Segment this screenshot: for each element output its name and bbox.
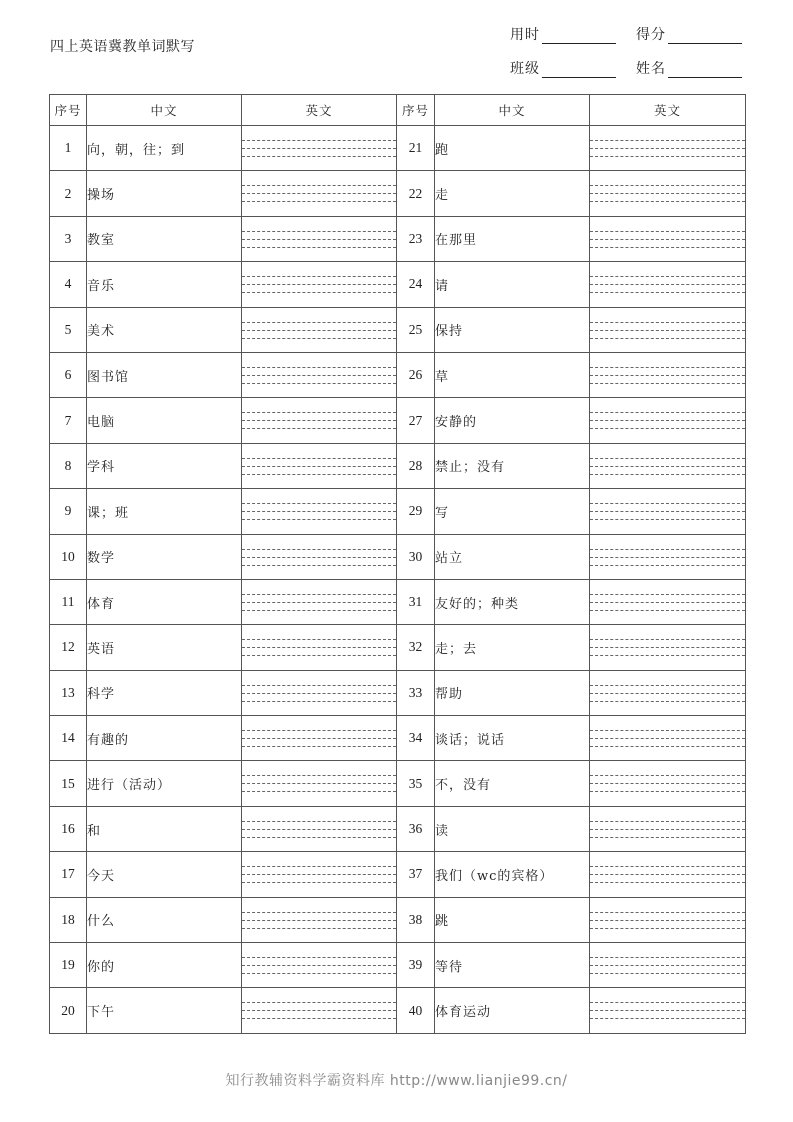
table-row — [50, 171, 746, 216]
row-number-left: 17 — [50, 852, 87, 897]
chinese-word-right: 不，没有 — [435, 761, 590, 806]
chinese-word-right: 写 — [435, 489, 590, 534]
chinese-word-left: 今天 — [87, 852, 242, 897]
english-answer-right[interactable] — [590, 897, 746, 942]
chinese-word-right: 我们（wc的宾格） — [435, 852, 590, 897]
row-number-left: 2 — [50, 171, 87, 216]
english-answer-right[interactable] — [590, 579, 746, 624]
chinese-word-left: 音乐 — [87, 262, 242, 307]
chinese-word-left: 科学 — [87, 670, 242, 715]
english-answer-left[interactable] — [242, 171, 397, 216]
row-number-left: 1 — [50, 126, 87, 171]
english-answer-right[interactable] — [590, 126, 746, 171]
chinese-word-left: 英语 — [87, 625, 242, 670]
table-row — [50, 489, 746, 534]
chinese-word-left: 学科 — [87, 443, 242, 488]
row-number-right: 31 — [397, 579, 435, 624]
header-chinese-left: 中文 — [87, 95, 242, 126]
row-number-right: 36 — [397, 806, 435, 851]
time-blank[interactable] — [542, 27, 616, 44]
chinese-word-right: 在那里 — [435, 216, 590, 261]
row-number-left: 13 — [50, 670, 87, 715]
english-answer-right[interactable] — [590, 262, 746, 307]
header-number-left: 序号 — [50, 95, 87, 126]
chinese-word-left: 有趣的 — [87, 716, 242, 761]
row-number-right: 24 — [397, 262, 435, 307]
chinese-word-right: 等待 — [435, 943, 590, 988]
class-blank[interactable] — [542, 61, 616, 78]
table-row — [50, 579, 746, 624]
header-english-right: 英文 — [590, 95, 746, 126]
row-number-right: 26 — [397, 352, 435, 397]
score-label: 得分 — [636, 27, 666, 43]
row-number-left: 4 — [50, 262, 87, 307]
english-answer-right[interactable] — [590, 670, 746, 715]
row-number-left: 3 — [50, 216, 87, 261]
english-answer-left[interactable] — [242, 443, 397, 488]
row-number-left: 7 — [50, 398, 87, 443]
header-number-right: 序号 — [397, 95, 435, 126]
chinese-word-left: 和 — [87, 806, 242, 851]
english-answer-right[interactable] — [590, 534, 746, 579]
english-answer-left[interactable] — [242, 625, 397, 670]
row-number-left: 10 — [50, 534, 87, 579]
chinese-word-left: 操场 — [87, 171, 242, 216]
row-number-left: 18 — [50, 897, 87, 942]
row-number-right: 28 — [397, 443, 435, 488]
row-number-left: 15 — [50, 761, 87, 806]
english-answer-right[interactable] — [590, 489, 746, 534]
table-row — [50, 806, 746, 851]
english-answer-left[interactable] — [242, 534, 397, 579]
chinese-word-right: 保持 — [435, 307, 590, 352]
row-number-left: 11 — [50, 579, 87, 624]
english-answer-right[interactable] — [590, 171, 746, 216]
chinese-word-left: 进行（活动） — [87, 761, 242, 806]
english-answer-left[interactable] — [242, 489, 397, 534]
chinese-word-right: 跑 — [435, 126, 590, 171]
english-answer-right[interactable] — [590, 216, 746, 261]
table-row — [50, 852, 746, 897]
table-row — [50, 307, 746, 352]
table-row — [50, 988, 746, 1033]
chinese-word-right: 帮助 — [435, 670, 590, 715]
row-number-right: 33 — [397, 670, 435, 715]
table-row — [50, 443, 746, 488]
row-number-right: 37 — [397, 852, 435, 897]
chinese-word-right: 跳 — [435, 897, 590, 942]
english-answer-left[interactable] — [242, 806, 397, 851]
row-number-left: 14 — [50, 716, 87, 761]
chinese-word-right: 走；去 — [435, 625, 590, 670]
english-answer-right[interactable] — [590, 761, 746, 806]
chinese-word-left: 美术 — [87, 307, 242, 352]
english-answer-right[interactable] — [590, 352, 746, 397]
row-number-right: 32 — [397, 625, 435, 670]
name-field — [636, 58, 742, 78]
chinese-word-left: 下午 — [87, 988, 242, 1033]
table-row — [50, 398, 746, 443]
chinese-word-left: 课；班 — [87, 489, 242, 534]
row-number-left: 19 — [50, 943, 87, 988]
chinese-word-right: 请 — [435, 262, 590, 307]
chinese-word-left: 图书馆 — [87, 352, 242, 397]
row-number-left: 5 — [50, 307, 87, 352]
worksheet-title: 四上英语冀教单词默写 — [50, 39, 195, 55]
row-number-right: 38 — [397, 897, 435, 942]
chinese-word-left: 教室 — [87, 216, 242, 261]
row-number-left: 9 — [50, 489, 87, 534]
row-number-right: 25 — [397, 307, 435, 352]
english-answer-left[interactable] — [242, 852, 397, 897]
class-field — [510, 58, 616, 78]
score-field — [636, 24, 742, 44]
chinese-word-left: 什么 — [87, 897, 242, 942]
table-row — [50, 216, 746, 261]
english-answer-left[interactable] — [242, 988, 397, 1033]
chinese-word-right: 禁止；没有 — [435, 443, 590, 488]
chinese-word-right: 谈话；说话 — [435, 716, 590, 761]
table-row — [50, 897, 746, 942]
english-answer-right[interactable] — [590, 307, 746, 352]
table-row — [50, 943, 746, 988]
english-answer-left[interactable] — [242, 897, 397, 942]
chinese-word-left: 数学 — [87, 534, 242, 579]
row-number-right: 21 — [397, 126, 435, 171]
english-answer-left[interactable] — [242, 262, 397, 307]
footer-watermark: 知行教辅资料学霸资料库 http://www.lianjie99.cn/ — [225, 1073, 568, 1089]
english-answer-left[interactable] — [242, 216, 397, 261]
chinese-word-left: 电脑 — [87, 398, 242, 443]
english-answer-left[interactable] — [242, 761, 397, 806]
english-answer-left[interactable] — [242, 670, 397, 715]
row-number-right: 35 — [397, 761, 435, 806]
english-answer-left[interactable] — [242, 307, 397, 352]
row-number-right: 29 — [397, 489, 435, 534]
row-number-right: 40 — [397, 988, 435, 1033]
name-blank[interactable] — [668, 61, 742, 78]
chinese-word-left: 体育 — [87, 579, 242, 624]
chinese-word-right: 走 — [435, 171, 590, 216]
time-field — [510, 24, 616, 44]
table-row — [50, 761, 746, 806]
english-answer-right[interactable] — [590, 716, 746, 761]
english-answer-left[interactable] — [242, 579, 397, 624]
row-number-right: 39 — [397, 943, 435, 988]
score-blank[interactable] — [668, 27, 742, 44]
english-answer-right[interactable] — [590, 443, 746, 488]
english-answer-right[interactable] — [590, 988, 746, 1033]
table-row — [50, 716, 746, 761]
name-label: 姓名 — [636, 61, 666, 77]
header-english-left: 英文 — [242, 95, 397, 126]
english-answer-right[interactable] — [590, 625, 746, 670]
row-number-right: 30 — [397, 534, 435, 579]
header-chinese-right: 中文 — [435, 95, 590, 126]
english-answer-right[interactable] — [590, 943, 746, 988]
table-header-row — [50, 95, 746, 126]
english-answer-right[interactable] — [590, 806, 746, 851]
row-number-right: 34 — [397, 716, 435, 761]
vocabulary-table — [49, 94, 746, 1034]
english-answer-right[interactable] — [590, 852, 746, 897]
english-answer-left[interactable] — [242, 716, 397, 761]
row-number-right: 23 — [397, 216, 435, 261]
chinese-word-right: 读 — [435, 806, 590, 851]
row-number-left: 20 — [50, 988, 87, 1033]
time-label: 用时 — [510, 27, 540, 43]
table-row — [50, 534, 746, 579]
english-answer-left[interactable] — [242, 943, 397, 988]
table-row — [50, 352, 746, 397]
chinese-word-left: 向，朝，往；到 — [87, 126, 242, 171]
english-answer-right[interactable] — [590, 398, 746, 443]
chinese-word-right: 站立 — [435, 534, 590, 579]
english-answer-left[interactable] — [242, 126, 397, 171]
chinese-word-right: 友好的；种类 — [435, 579, 590, 624]
row-number-left: 8 — [50, 443, 87, 488]
table-row — [50, 670, 746, 715]
chinese-word-right: 安静的 — [435, 398, 590, 443]
chinese-word-right: 草 — [435, 352, 590, 397]
table-row — [50, 126, 746, 171]
row-number-left: 6 — [50, 352, 87, 397]
english-answer-left[interactable] — [242, 398, 397, 443]
row-number-left: 12 — [50, 625, 87, 670]
row-number-right: 27 — [397, 398, 435, 443]
class-label: 班级 — [510, 61, 540, 77]
chinese-word-left: 你的 — [87, 943, 242, 988]
row-number-right: 22 — [397, 171, 435, 216]
english-answer-left[interactable] — [242, 352, 397, 397]
row-number-left: 16 — [50, 806, 87, 851]
table-row — [50, 625, 746, 670]
table-row — [50, 262, 746, 307]
chinese-word-right: 体育运动 — [435, 988, 590, 1033]
